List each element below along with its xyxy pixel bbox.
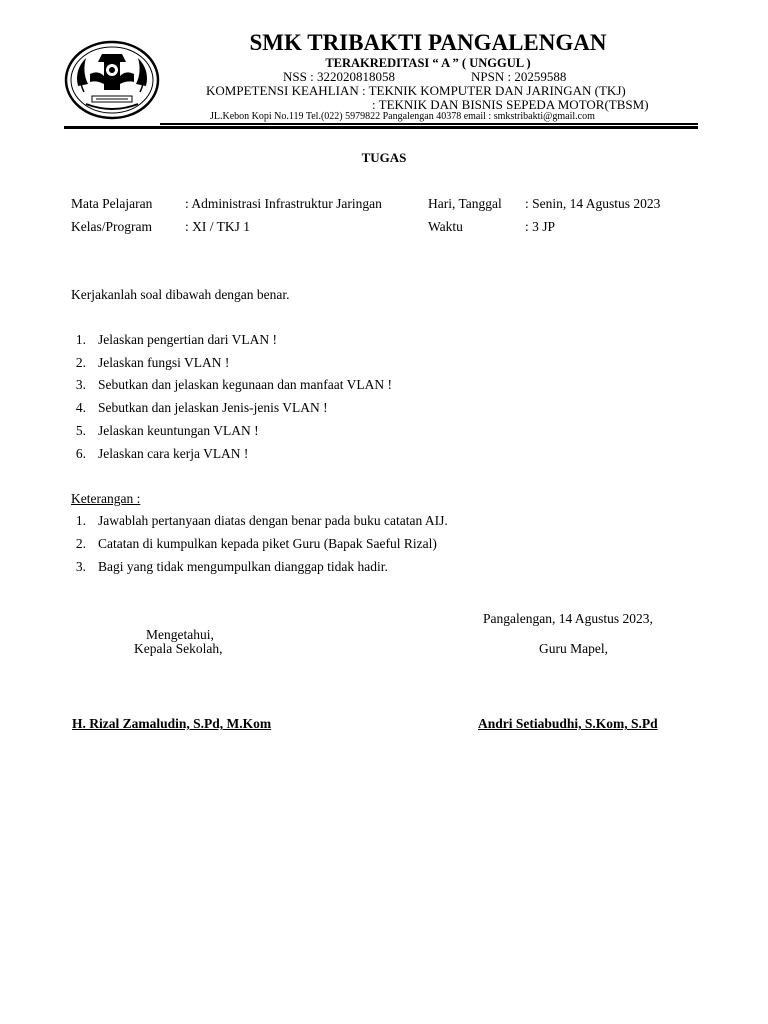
principal-title: Kepala Sekolah, xyxy=(134,641,223,656)
day-label: Hari, Tanggal xyxy=(428,196,502,211)
question-number: 2. xyxy=(75,355,86,370)
day-value: : Senin, 14 Agustus 2023 xyxy=(525,196,661,211)
note-number: 1. xyxy=(75,513,86,528)
school-name: SMK TRIBAKTI PANGALENGAN xyxy=(249,30,607,55)
note-text: Catatan di kumpulkan kepada piket Guru (Bapak Saeful Rizal) xyxy=(98,536,437,551)
time-label: Waktu xyxy=(428,219,463,234)
question-text: Jelaskan cara kerja VLAN ! xyxy=(98,446,249,461)
question-number: 5. xyxy=(75,423,86,438)
teacher-title: Guru Mapel, xyxy=(539,641,608,656)
header-divider-thick xyxy=(64,126,698,129)
notes-title: Keterangan : xyxy=(71,491,141,506)
subject-value: : Administrasi Infrastruktur Jaringan xyxy=(185,196,382,211)
teacher-name: Andri Setiabudhi, S.Kom, S.Pd xyxy=(478,716,658,731)
nss-number: NSS : 322020818058 xyxy=(283,69,395,84)
place-date: Pangalengan, 14 Agustus 2023, xyxy=(483,611,653,626)
header-divider-thin xyxy=(160,123,698,125)
principal-name: H. Rizal Zamaludin, S.Pd, M.Kom xyxy=(72,716,272,731)
class-label: Kelas/Program xyxy=(71,219,152,234)
question-number: 1. xyxy=(75,332,86,347)
question-text: Jelaskan keuntungan VLAN ! xyxy=(98,423,259,438)
competency-line-2: : TEKNIK DAN BISNIS SEPEDA MOTOR(TBSM) xyxy=(372,97,649,112)
question-number: 3. xyxy=(75,377,86,392)
time-value: : 3 JP xyxy=(525,219,556,234)
subject-label: Mata Pelajaran xyxy=(71,196,153,211)
note-text: Bagi yang tidak mengumpulkan dianggap tidak hadir. xyxy=(98,559,388,574)
instruction-text: Kerjakanlah soal dibawah dengan benar. xyxy=(71,287,290,302)
document-title: TUGAS xyxy=(361,150,407,165)
school-address: JL.Kebon Kopi No.119 Tel.(022) 5979822 Pangalengan 40378 email : smkstribakti@gmail.com xyxy=(210,111,595,122)
question-text: Sebutkan dan jelaskan kegunaan dan manfaat VLAN ! xyxy=(98,377,393,392)
npsn-number: NPSN : 20259588 xyxy=(471,69,567,84)
accreditation: TERAKREDITASI “ A ” ( UNGGUL ) xyxy=(325,56,531,70)
class-value: : XI / TKJ 1 xyxy=(185,219,251,234)
question-text: Jelaskan pengertian dari VLAN ! xyxy=(98,332,277,347)
note-number: 3. xyxy=(75,559,86,574)
question-number: 4. xyxy=(75,400,86,415)
note-number: 2. xyxy=(75,536,86,551)
acknowledged-label: Mengetahui, xyxy=(146,627,214,642)
question-number: 6. xyxy=(75,446,86,461)
question-text: Jelaskan fungsi VLAN ! xyxy=(98,355,230,370)
note-text: Jawablah pertanyaan diatas dengan benar pada buku catatan AIJ. xyxy=(98,513,448,528)
competency-line-1: KOMPETENSI KEAHLIAN : TEKNIK KOMPUTER DAN JARINGAN (TKJ) xyxy=(206,83,626,98)
question-text: Sebutkan dan jelaskan Jenis-jenis VLAN ! xyxy=(98,400,328,415)
